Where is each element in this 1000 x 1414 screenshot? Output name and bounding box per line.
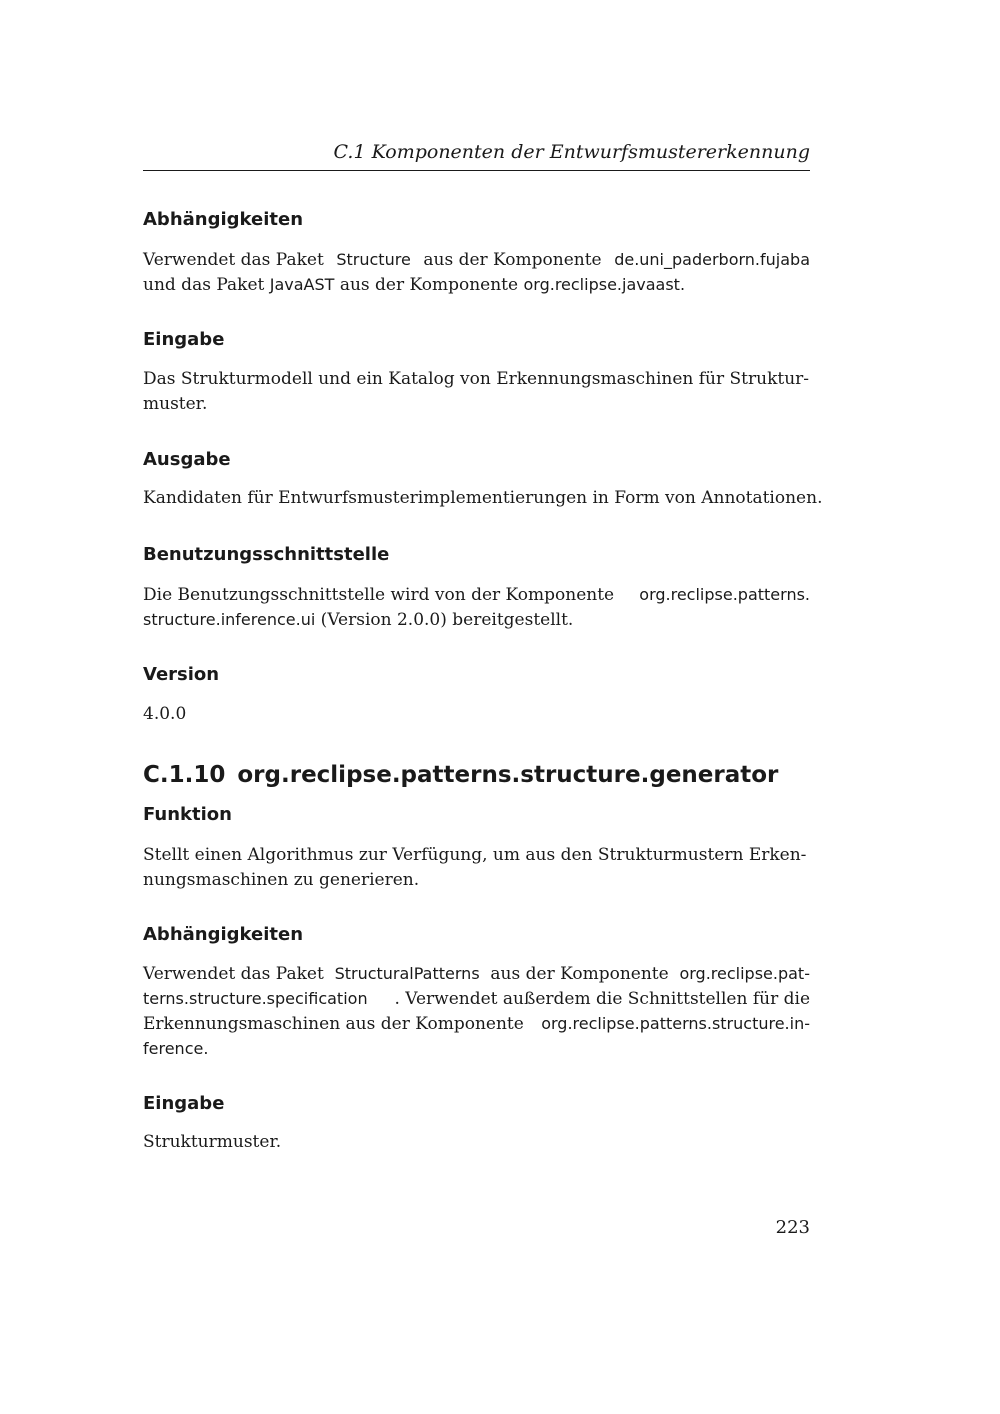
component-name: de.uni_paderborn.fujaba <box>614 250 810 269</box>
text-line: Kandidaten für Entwurfsmusterimplementierungen in Form von Annotationen. <box>143 488 823 508</box>
heading-eingabe: Eingabe <box>143 329 225 350</box>
text-line: Verwendet das Paket Structure aus der Komponente de.uni_paderborn.fujaba <box>143 247 810 272</box>
paragraph-ausgabe <box>143 486 823 511</box>
text-line: nungsmaschinen zu generieren. <box>143 870 420 890</box>
text-line: terns.structure.specification . Verwendet außerdem die Schnittstellen für die <box>143 986 810 1011</box>
version-value: 4.0.0 <box>143 704 187 724</box>
text-line: und das Paket JavaAST aus der Komponente org.reclipse.javaast. <box>143 275 686 295</box>
text-line: Erkennungsmaschinen aus der Komponente org.reclipse.patterns.structure.in- <box>143 1011 810 1036</box>
heading-funktion: Funktion <box>143 804 232 825</box>
section-heading-c110 <box>143 760 810 790</box>
paragraph-benutzungsschnittstelle <box>143 582 810 632</box>
paragraph-version <box>143 702 810 727</box>
component-name: structure.inference.ui <box>143 610 316 629</box>
page-number: 223 <box>775 1217 810 1238</box>
text-line: ference. <box>143 1039 209 1058</box>
package-name: Structure <box>336 250 411 269</box>
document-page <box>143 0 823 1414</box>
running-header: C.1 Komponenten der Entwurfsmustererkennung <box>333 141 810 163</box>
heading-benutzungsschnittstelle: Benutzungsschnittstelle <box>143 544 390 565</box>
text-line: structure.inference.ui (Version 2.0.0) bereitgestellt. <box>143 610 574 630</box>
text-line: Stellt einen Algorithmus zur Verfügung, um aus den Strukturmustern Erken- <box>143 845 807 865</box>
heading-abhaengigkeiten-2: Abhängigkeiten <box>143 924 304 945</box>
component-name: org.reclipse.patterns.structure.in- <box>541 1014 810 1033</box>
heading-version: Version <box>143 664 220 685</box>
package-name: JavaAST <box>269 275 335 294</box>
heading-abhaengigkeiten: Abhängigkeiten <box>143 209 304 230</box>
section-number: C.1.10 <box>143 762 226 788</box>
text-line: Das Strukturmodell und ein Katalog von Erkennungsmaschinen für Struktur- <box>143 369 810 389</box>
text-line: Die Benutzungsschnittstelle wird von der Komponente org.reclipse.patterns. <box>143 582 810 607</box>
component-name: ference <box>143 1039 204 1058</box>
component-name: org.reclipse.patterns. <box>639 585 810 604</box>
text-line: muster. <box>143 394 208 414</box>
heading-eingabe-2: Eingabe <box>143 1093 225 1114</box>
header-rule <box>143 170 810 171</box>
package-name: StructuralPatterns <box>334 964 480 983</box>
text-line: Verwendet das Paket StructuralPatterns aus der Komponente org.reclipse.pat- <box>143 961 810 986</box>
component-name: org.reclipse.javaast <box>523 275 680 294</box>
paragraph-eingabe-2 <box>143 1130 810 1155</box>
heading-ausgabe: Ausgabe <box>143 449 231 470</box>
paragraph-eingabe <box>143 367 810 417</box>
paragraph-funktion <box>143 843 810 893</box>
section-title: org.reclipse.patterns.structure.generator <box>237 762 779 788</box>
component-name: terns.structure.specification <box>143 989 368 1008</box>
component-name: org.reclipse.pat- <box>679 964 810 983</box>
paragraph-abhaengigkeiten <box>143 247 810 297</box>
text-line: Strukturmuster. <box>143 1132 282 1152</box>
paragraph-abhaengigkeiten-2 <box>143 961 810 1061</box>
